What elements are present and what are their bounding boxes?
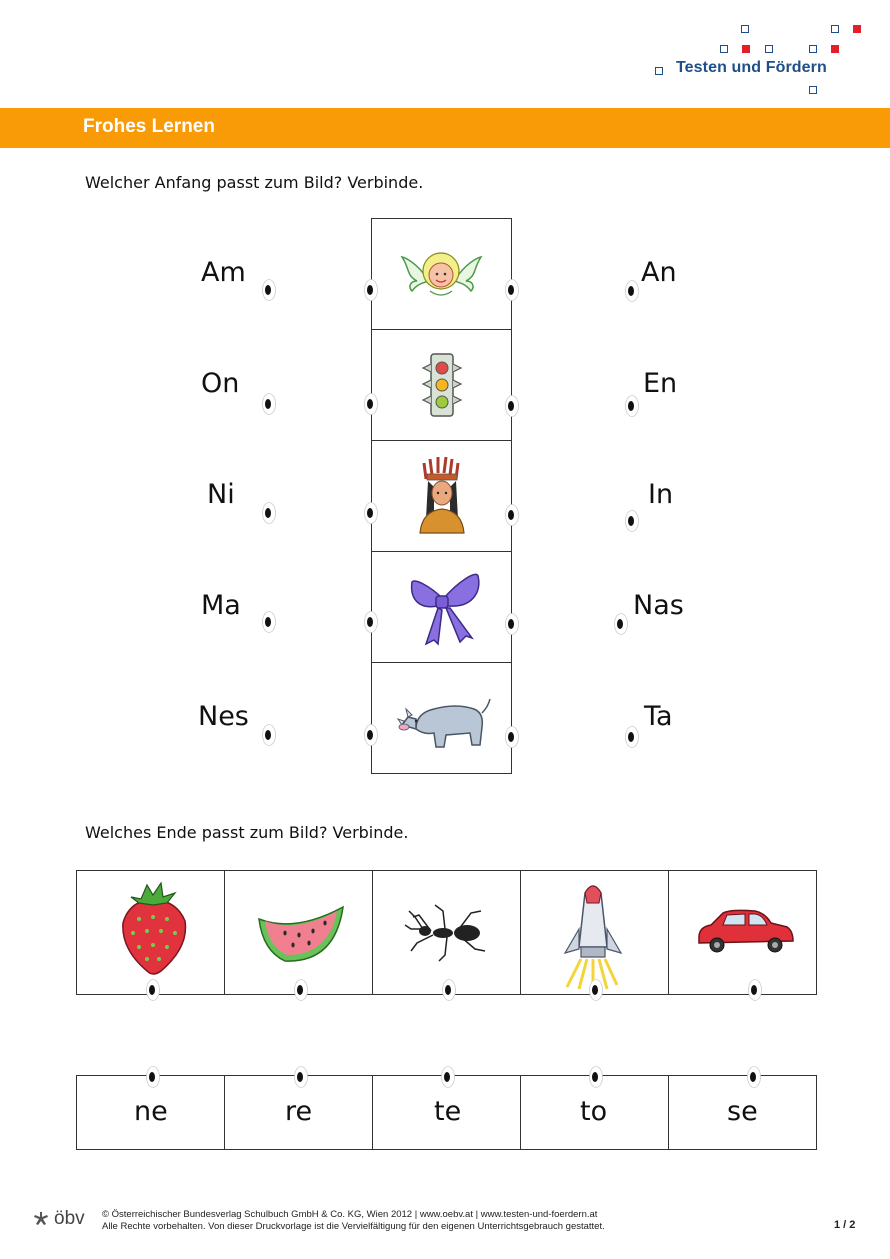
logo-square <box>765 45 773 53</box>
right-word: Nas <box>633 590 684 621</box>
angel-icon <box>372 219 511 329</box>
ending-word: se <box>727 1096 758 1127</box>
ending-word: ne <box>134 1096 168 1127</box>
watermelon-icon <box>225 871 372 994</box>
left-word: Nes <box>198 701 249 732</box>
picture-cell-traffic-light <box>371 329 512 441</box>
logo-square <box>809 45 817 53</box>
connect-dot[interactable] <box>442 979 456 1001</box>
exercise2-instruction: Welches Ende passt zum Bild? Verbinde. <box>85 823 409 842</box>
connect-dot[interactable] <box>505 395 519 417</box>
picture-cell-rhino <box>371 662 512 774</box>
right-word: En <box>643 368 678 399</box>
left-word: Ma <box>201 590 241 621</box>
connect-dot[interactable] <box>625 280 639 302</box>
car-icon <box>669 871 816 994</box>
rhino-icon <box>372 663 511 773</box>
logo-square <box>720 45 728 53</box>
connect-dot[interactable] <box>262 724 276 746</box>
logo-square <box>741 25 749 33</box>
connect-dot[interactable] <box>294 1066 308 1088</box>
connect-dot[interactable] <box>747 1066 761 1088</box>
native-chief-icon <box>372 441 511 551</box>
connect-dot[interactable] <box>441 1066 455 1088</box>
left-word: Ni <box>207 479 235 510</box>
connect-dot[interactable] <box>625 726 639 748</box>
exercise1-instruction: Welcher Anfang passt zum Bild? Verbinde. <box>85 173 424 192</box>
logo-square <box>831 25 839 33</box>
connect-dot[interactable] <box>262 611 276 633</box>
publisher-mark: öbv <box>54 1208 85 1229</box>
footer-rights: Alle Rechte vorbehalten. Von dieser Druckvorlage ist die Vervielfältigung für den eigenen Unterrichtsgebrauch gestattet. <box>102 1221 605 1232</box>
traffic-light-icon <box>372 330 511 440</box>
connect-dot[interactable] <box>625 510 639 532</box>
strawberry-icon <box>77 871 224 994</box>
rocket-icon <box>521 871 668 994</box>
publisher-logo-icon <box>31 1210 51 1228</box>
connect-dot[interactable] <box>364 393 378 415</box>
connect-dot[interactable] <box>505 279 519 301</box>
logo-text: Testen und Fördern <box>676 59 827 76</box>
left-word: On <box>201 368 240 399</box>
connect-dot[interactable] <box>748 979 762 1001</box>
logo-square <box>742 45 750 53</box>
picture-cell-ant <box>372 870 521 995</box>
page-number: 1 / 2 <box>834 1219 856 1231</box>
logo-square <box>655 67 663 75</box>
page-title: Frohes Lernen <box>83 116 215 137</box>
connect-dot[interactable] <box>589 979 603 1001</box>
ending-word: te <box>434 1096 462 1127</box>
bow-icon <box>372 552 511 662</box>
connect-dot[interactable] <box>364 502 378 524</box>
connect-dot[interactable] <box>589 1066 603 1088</box>
connect-dot[interactable] <box>364 611 378 633</box>
connect-dot[interactable] <box>364 279 378 301</box>
connect-dot[interactable] <box>505 613 519 635</box>
logo-square <box>853 25 861 33</box>
connect-dot[interactable] <box>364 724 378 746</box>
connect-dot[interactable] <box>505 504 519 526</box>
connect-dot[interactable] <box>505 726 519 748</box>
right-word: An <box>641 257 677 288</box>
ending-word: to <box>580 1096 608 1127</box>
picture-cell-car <box>668 870 817 995</box>
footer-copyright: © Österreichischer Bundesverlag Schulbuch GmbH & Co. KG, Wien 2012 | www.oebv.at | www.testen-und-foerdern.at <box>102 1209 598 1220</box>
connect-dot[interactable] <box>625 395 639 417</box>
left-word: Am <box>201 257 246 288</box>
ending-word: re <box>285 1096 313 1127</box>
picture-cell-strawberry <box>76 870 225 995</box>
picture-cell-bow <box>371 551 512 663</box>
picture-cell-angel <box>371 218 512 330</box>
ant-icon <box>373 871 520 994</box>
connect-dot[interactable] <box>146 979 160 1001</box>
logo-square <box>809 86 817 94</box>
connect-dot[interactable] <box>262 279 276 301</box>
connect-dot[interactable] <box>146 1066 160 1088</box>
picture-cell-watermelon <box>224 870 373 995</box>
picture-cell-rocket <box>520 870 669 995</box>
picture-cell-chief <box>371 440 512 552</box>
connect-dot[interactable] <box>294 979 308 1001</box>
right-word: In <box>648 479 674 510</box>
logo-square <box>831 45 839 53</box>
connect-dot[interactable] <box>614 613 628 635</box>
right-word: Ta <box>644 701 673 732</box>
connect-dot[interactable] <box>262 502 276 524</box>
connect-dot[interactable] <box>262 393 276 415</box>
